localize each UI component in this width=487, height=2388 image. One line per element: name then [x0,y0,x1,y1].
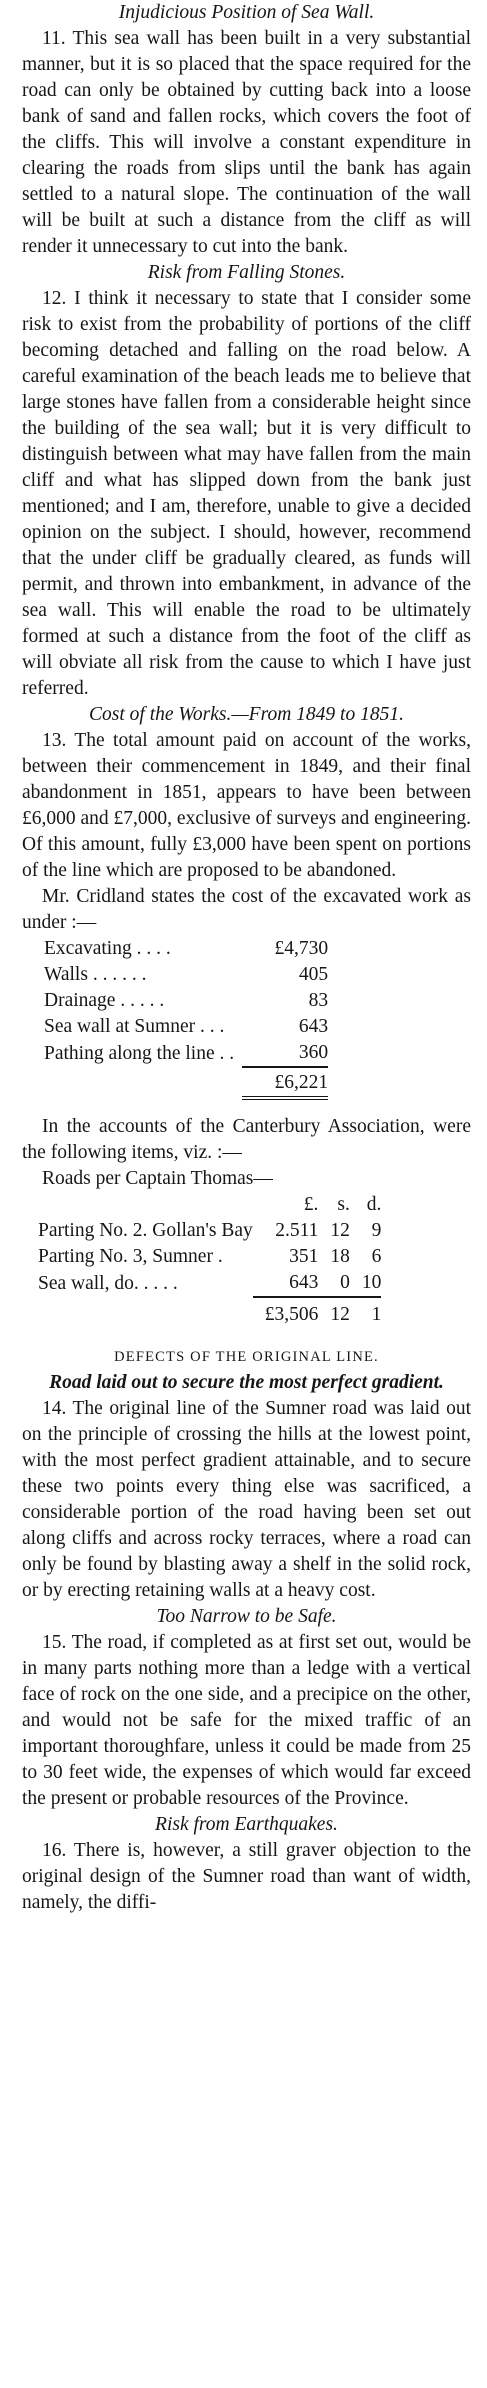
heading-perfect-gradient: Road laid out to secure the most perfect gradient. [49,1372,444,1393]
association-cost-table [22,1192,381,1328]
heading-cost-of-works [22,702,471,728]
cridland-row [44,1040,328,1067]
cridland-item-value: £4,730 [274,938,329,959]
cridland-item-leader: . . . . [131,938,171,959]
association-row [22,1218,381,1244]
association-header-spacer [22,1192,253,1218]
association-total-shillings: 12 [318,1297,350,1328]
paragraph-15: 15. The road, if completed as at first set out, would be in many parts nothing more than a ledge with a vertical face of rock on the one side, and a precipice on the other, and would not be safe for the mixed traffic of an important thoroughfare, unless it could be made from 25 to 30 feet wide, the expenses of which would far exceed the present or probable resources of the Province. [22,1632,471,1809]
association-item-pounds: 351 [289,1246,319,1267]
association-item-leader: . . . . [138,1272,178,1294]
cridland-row [44,988,328,1014]
association-row [22,1244,381,1270]
cridland-row [44,962,328,988]
heading-defects: DEFECTS OF THE ORIGINAL LINE. [114,1349,379,1365]
association-total-row [22,1297,381,1328]
cridland-total-spacer [44,1067,242,1098]
cridland-cost-table [44,936,328,1100]
association-header-row [22,1192,381,1218]
association-item-shillings: 0 [340,1272,350,1293]
heading-cost-italic: Cost of the Works. [89,704,232,725]
association-total-pence: 1 [350,1297,382,1328]
association-row [22,1270,381,1297]
association-subheading: Roads per Captain Thomas— [42,1168,273,1189]
paragraph-12: 12. I think it necessary to state that I consider some risk to exist from the probability of portions of the cliff becoming detached and falling on the road below. A careful examination of the beach leads me to believe that large stones have fallen from a considerable height since the building of the sea wall; but it is very difficult to distinguish between what may have fallen from the main cliff and what has slipped down from the bank just mentioned; and I am, therefore, unable to give a decided opinion on the subject. I should, however, recommend that the under cliff be gradually cleared, as funds will permit, and thrown into embankment, in advance of the sea wall. This will enable the road to be ultimately formed at such a distance from the foot of the cliff as will obviate all risk from the cause to which I have just referred. [22,288,471,699]
association-header-pence: d. [366,1194,382,1215]
association-item-pence: 10 [361,1272,382,1293]
cridland-item-label [44,1014,242,1040]
cridland-item-label [44,936,242,962]
heading-too-narrow: Too Narrow to be Safe. [156,1606,337,1627]
cridland-item-label [44,988,242,1014]
cridland-item-name: Excavating [44,938,132,959]
association-item-label [22,1218,253,1244]
cridland-item-name: Drainage [44,990,116,1011]
cridland-total-row [44,1067,328,1098]
cridland-item-name: Sea wall at Sumner [44,1016,196,1037]
cridland-item-label [44,1040,242,1067]
association-item-pounds: 643 [289,1272,319,1293]
cridland-item-value: 643 [298,1016,329,1037]
cridland-item-value: 405 [298,964,329,985]
heading-injudicious-position: Injudicious Position of Sea Wall. [118,2,375,23]
association-item-name: Parting No. 2. Gollan's Bay [38,1220,253,1241]
cridland-item-leader: . . . . . . [87,964,147,985]
cridland-item-leader: . . . [195,1016,225,1037]
heading-falling-stones: Risk from Falling Stones. [147,262,346,283]
association-item-shillings: 18 [330,1246,350,1267]
cridland-item-leader: . . . . . [115,990,165,1011]
association-header-shillings: s. [337,1194,350,1215]
association-item-shillings: 12 [330,1220,350,1241]
heading-earthquakes: Risk from Earthquakes. [155,1814,338,1835]
cridland-item-value: 360 [298,1042,329,1063]
cridland-item-value: 83 [308,990,329,1011]
heading-cost-years: —From 1849 to 1851. [231,704,404,725]
cridland-item-leader: . . [214,1042,235,1064]
association-item-label [22,1244,253,1270]
association-header-pounds: £. [303,1194,319,1215]
association-total-pounds: £3,506 [253,1297,319,1328]
association-item-pence: 9 [371,1220,382,1241]
cridland-item-name: Walls [44,964,88,985]
paragraph-13: 13. The total amount paid on account of the works, between their commencement in 1849, and their final abandonment in 1851, appears to have been between £6,000 and £7,000, exclusive of surveys and engineering. Of this amount, fully £3,000 have been spent on portions of the line which are proposed to be abandoned. [22,730,471,881]
association-item-name: Parting No. 3, Sumner [38,1246,213,1267]
paragraph-14: 14. The original line of the Sumner road was laid out on the principle of crossing the hills at the lowest point, with the most perfect gradient attainable, and to secure these two points every thing else was sacrificed, a considerable portion of the road having been set out along cliffs and across rocky terraces, where a road can only be found by blasting away a shelf in the solid rock, or by erecting retaining walls at a heavy cost. [22,1398,471,1601]
association-item-pounds: 2.511 [275,1220,319,1241]
cridland-item-label [44,962,242,988]
paragraph-16: 16. There is, however, a still graver objection to the original design of the Sumner road than want of width, namely, the diffi- [22,1840,471,1913]
cridland-intro: Mr. Cridland states the cost of the excavated work as under :— [22,886,471,933]
paragraph-11: 11. This sea wall has been built in a very substantial manner, but it is so placed that the space required for the road can only be obtained by cutting back into a loose bank of sand and fallen rocks, which covers the foot of the cliffs. This will involve a constant expenditure in clearing the roads from slips until the bank has again settled to a natural slope. The continuation of the wall will be built at such a distance from the cliff as will render it unnecessary to cut into the bank. [22,28,471,257]
association-item-pence: 6 [371,1246,382,1267]
cridland-row [44,1014,328,1040]
cridland-row [44,936,328,962]
association-item-name: Sea wall, do. [38,1272,139,1294]
cridland-total-value: £6,221 [242,1067,328,1098]
association-item-leader: . [212,1246,223,1267]
association-item-label [22,1270,253,1297]
cridland-item-name: Pathing along the line [44,1042,215,1064]
association-intro: In the accounts of the Canterbury Association, were the following items, viz. :— [22,1116,471,1163]
association-total-spacer [22,1297,253,1328]
